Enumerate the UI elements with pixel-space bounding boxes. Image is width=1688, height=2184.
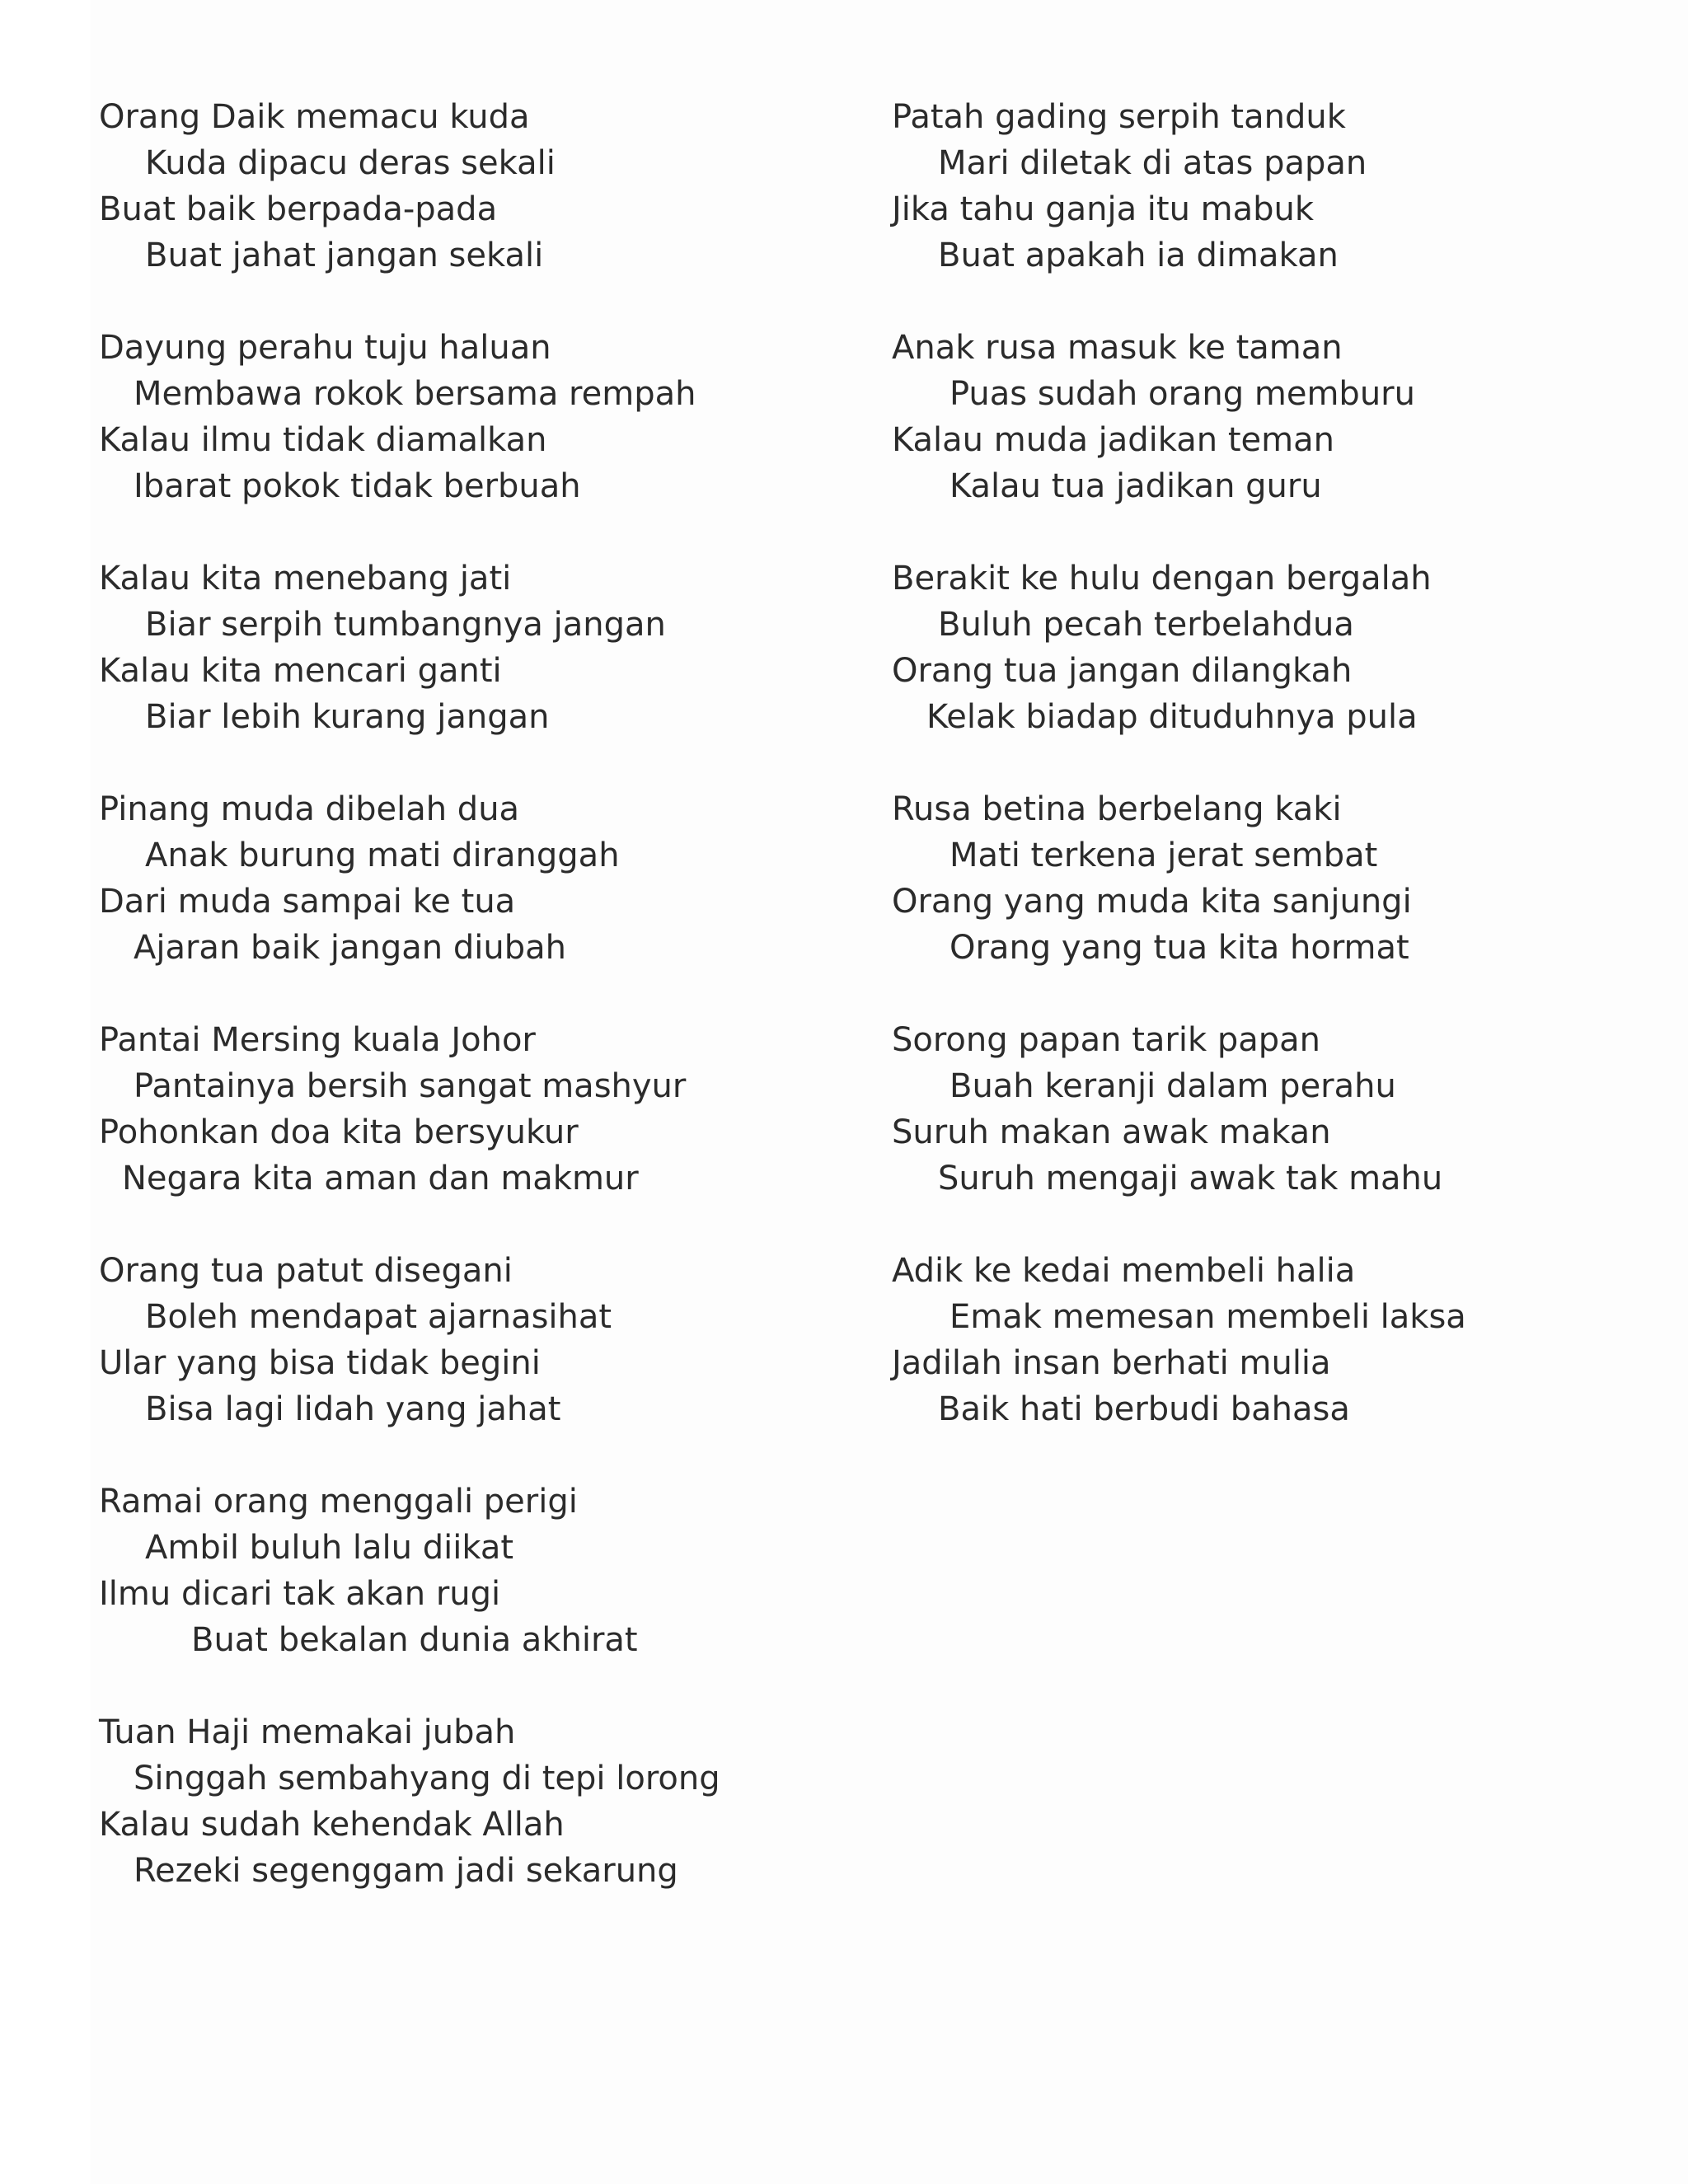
pantun-line: Buat bekalan dunia akhirat	[191, 1621, 638, 1659]
pantun-stanza	[892, 786, 1634, 971]
pantun-line: Pantai Mersing kuala Johor	[99, 1021, 536, 1059]
pantun-stanza	[99, 1248, 841, 1432]
pantun-line: Puas sudah orang memburu	[950, 375, 1415, 413]
pantun-stanza	[892, 94, 1634, 279]
pantun-line: Suruh makan awak makan	[892, 1113, 1331, 1151]
pantun-line: Orang tua jangan dilangkah	[892, 652, 1353, 690]
pantun-line: Orang Daik memacu kuda	[99, 98, 530, 136]
pantun-line: Orang tua patut disegani	[99, 1252, 513, 1290]
pantun-line: Adik ke kedai membeli halia	[892, 1252, 1356, 1290]
left-column	[99, 94, 841, 1940]
pantun-line: Kalau kita menebang jati	[99, 560, 512, 598]
pantun-line: Buat baik berpada-pada	[99, 190, 498, 228]
pantun-line: Kalau muda jadikan teman	[892, 421, 1334, 459]
pantun-line: Ramai orang menggali perigi	[99, 1483, 578, 1521]
pantun-line: Buluh pecah terbelahdua	[938, 606, 1354, 644]
pantun-line: Dayung perahu tuju haluan	[99, 329, 551, 367]
pantun-line: Mari diletak di atas papan	[938, 144, 1367, 182]
pantun-line: Kalau sudah kehendak Allah	[99, 1806, 565, 1844]
pantun-line: Tuan Haji memakai jubah	[99, 1713, 516, 1751]
pantun-line: Singgah sembahyang di tepi lorong	[134, 1760, 720, 1797]
pantun-stanza	[99, 1479, 841, 1663]
pantun-line: Ambil buluh lalu diikat	[145, 1529, 514, 1567]
pantun-stanza	[892, 325, 1634, 509]
pantun-line: Negara kita aman dan makmur	[122, 1160, 639, 1197]
pantun-stanza	[99, 555, 841, 740]
pantun-line: Ilmu dicari tak akan rugi	[99, 1575, 501, 1613]
pantun-line: Sorong papan tarik papan	[892, 1021, 1321, 1059]
pantun-line: Emak memesan membeli laksa	[950, 1298, 1466, 1336]
pantun-line: Jika tahu ganja itu mabuk	[892, 190, 1315, 228]
pantun-line: Kuda dipacu deras sekali	[145, 144, 556, 182]
pantun-stanza	[99, 1709, 841, 1894]
pantun-line: Kalau kita mencari ganti	[99, 652, 502, 690]
pantun-line: Pantainya bersih sangat mashyur	[134, 1067, 687, 1105]
pantun-line: Buat jahat jangan sekali	[145, 237, 544, 274]
pantun-line: Kalau tua jadikan guru	[950, 467, 1322, 505]
pantun-line: Rezeki segenggam jadi sekarung	[134, 1852, 678, 1890]
pantun-line: Membawa rokok bersama rempah	[134, 375, 696, 413]
pantun-line: Jadilah insan berhati mulia	[892, 1344, 1331, 1382]
pantun-line: Buah keranji dalam perahu	[950, 1067, 1396, 1105]
pantun-stanza	[99, 325, 841, 509]
right-column	[892, 94, 1634, 1479]
pantun-line: Biar lebih kurang jangan	[145, 698, 550, 736]
pantun-line: Mati terkena jerat sembat	[950, 837, 1378, 874]
pantun-stanza	[892, 1248, 1634, 1432]
pantun-line: Orang yang tua kita hormat	[950, 929, 1409, 967]
pantun-line: Kalau ilmu tidak diamalkan	[99, 421, 547, 459]
pantun-line: Baik hati berbudi bahasa	[938, 1390, 1350, 1428]
pantun-line: Kelak biadap dituduhnya pula	[926, 698, 1418, 736]
pantun-line: Pohonkan doa kita bersyukur	[99, 1113, 579, 1151]
pantun-line: Patah gading serpih tanduk	[892, 98, 1346, 136]
pantun-line: Orang yang muda kita sanjungi	[892, 883, 1412, 921]
pantun-line: Biar serpih tumbangnya jangan	[145, 606, 666, 644]
pantun-line: Buat apakah ia dimakan	[938, 237, 1339, 274]
pantun-line: Pinang muda dibelah dua	[99, 790, 520, 828]
pantun-stanza	[892, 555, 1634, 740]
pantun-line: Ular yang bisa tidak begini	[99, 1344, 541, 1382]
pantun-line: Berakit ke hulu dengan bergalah	[892, 560, 1432, 598]
pantun-line: Rusa betina berbelang kaki	[892, 790, 1342, 828]
pantun-line: Suruh mengaji awak tak mahu	[938, 1160, 1443, 1197]
pantun-stanza	[99, 786, 841, 971]
pantun-stanza	[99, 94, 841, 279]
pantun-line: Anak burung mati diranggah	[145, 837, 620, 874]
pantun-line: Boleh mendapat ajarnasihat	[145, 1298, 612, 1336]
pantun-line: Anak rusa masuk ke taman	[892, 329, 1343, 367]
pantun-stanza	[99, 1017, 841, 1202]
pantun-line: Bisa lagi lidah yang jahat	[145, 1390, 561, 1428]
pantun-line: Ajaran baik jangan diubah	[134, 929, 566, 967]
pantun-line: Ibarat pokok tidak berbuah	[134, 467, 581, 505]
pantun-line: Dari muda sampai ke tua	[99, 883, 516, 921]
pantun-stanza	[892, 1017, 1634, 1202]
